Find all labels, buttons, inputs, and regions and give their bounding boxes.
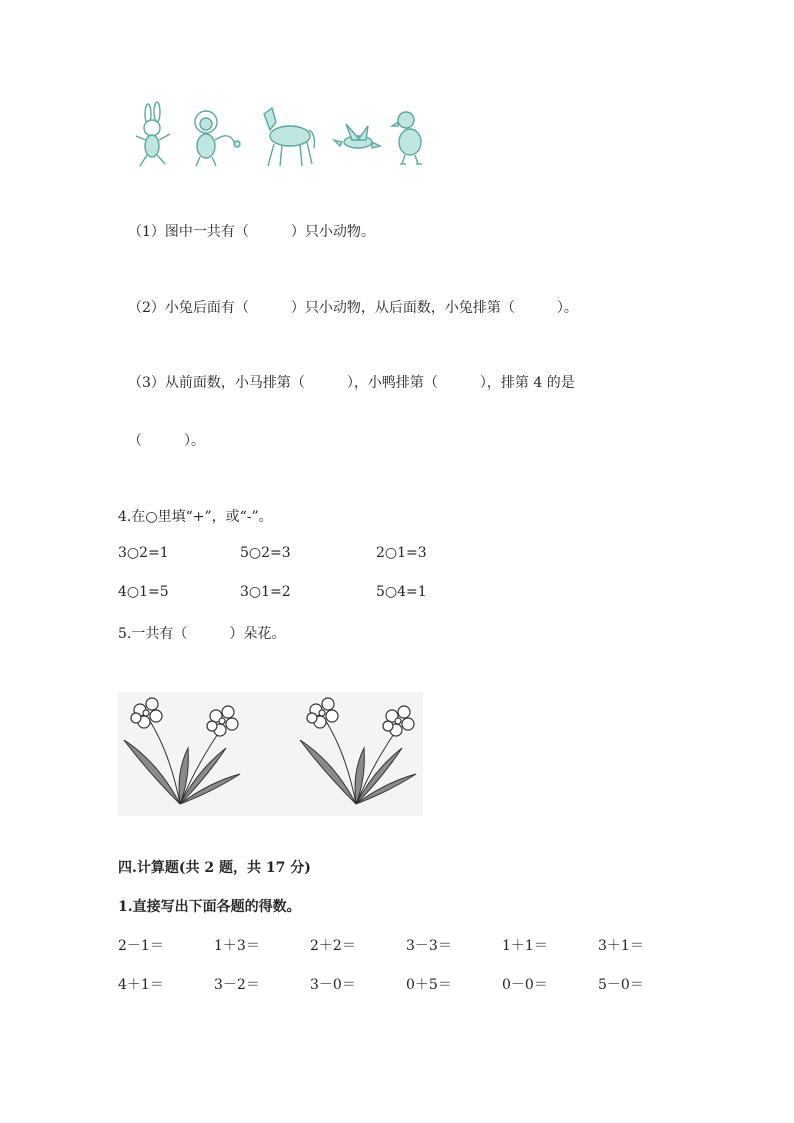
duck-image (392, 112, 422, 164)
q5-title: 5.一共有（ ）朵花。 (118, 626, 286, 642)
q3-sub3-line2: （ ）。 (128, 433, 205, 449)
flowers-illustration (118, 692, 423, 816)
q4-item: 4○1=5 (118, 584, 169, 600)
calc-item: 3＋1＝ (598, 938, 644, 954)
q3-sub2: （2）小兔后面有（ ）只小动物，从后面数，小兔排第（ ）。 (128, 300, 578, 316)
bird-image (334, 124, 380, 148)
monkey-image (195, 111, 240, 166)
section4-title: 四.计算题(共 2 题，共 17 分) (118, 860, 311, 876)
calc-item: 4＋1＝ (118, 977, 164, 993)
calc-item: 3－2＝ (214, 977, 260, 993)
calc-item: 2－1＝ (118, 938, 164, 954)
q4-item: 3○2=1 (118, 545, 169, 561)
q4-item: 2○1=3 (376, 545, 427, 561)
calc-item: 3－3＝ (406, 938, 452, 954)
calc-item: 0＋5＝ (406, 977, 452, 993)
calc-item: 2＋2＝ (310, 938, 356, 954)
calc-item: 3－0＝ (310, 977, 356, 993)
q4-item: 3○1=2 (240, 584, 291, 600)
calc-item: 1＋1＝ (502, 938, 548, 954)
calc-item: 5－0＝ (598, 977, 644, 993)
horse-image (264, 108, 314, 166)
animals-illustration (130, 100, 430, 172)
calc-item: 0－0＝ (502, 977, 548, 993)
section4-q1-title: 1.直接写出下面各题的得数。 (118, 899, 301, 915)
q3-sub3-line1: （3）从前面数，小马排第（ ），小鸭排第（ ），排第 4 的是 (128, 375, 575, 391)
q4-title: 4.在○里填“+”，或“-”。 (118, 509, 273, 525)
rabbit-image (136, 102, 170, 166)
calc-item: 1＋3＝ (214, 938, 260, 954)
q4-item: 5○2=3 (240, 545, 291, 561)
q4-item: 5○4=1 (376, 584, 427, 600)
q3-sub1: （1）图中一共有（ ）只小动物。 (128, 224, 375, 240)
